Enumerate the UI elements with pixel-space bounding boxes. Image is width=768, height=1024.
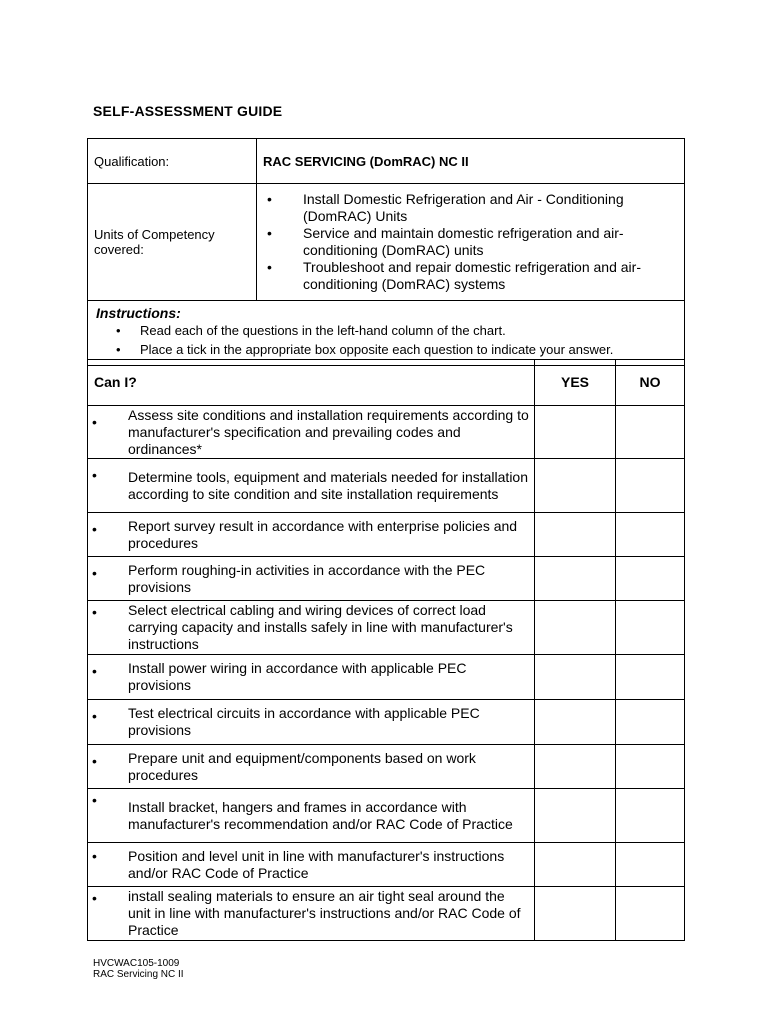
units-cell [257,184,685,301]
yes-checkbox[interactable] [535,745,616,789]
yes-checkbox[interactable] [535,843,616,887]
question-row [88,745,685,789]
bullet-icon: • [92,521,97,537]
question-row [88,459,685,513]
bullet-icon: • [267,191,272,207]
bullet-icon: • [267,259,272,275]
yes-checkbox[interactable] [535,789,616,843]
bullet-icon: • [92,792,97,808]
question-row [88,513,685,557]
yes-header: YES [535,360,616,406]
bullet-icon: • [92,663,97,679]
bullet-icon: • [92,848,97,864]
document-title: SELF-ASSESSMENT GUIDE [93,103,283,119]
no-checkbox[interactable] [616,557,685,601]
question-row [88,557,685,601]
instructions-row [88,301,685,366]
bullet-icon: • [92,753,97,769]
no-checkbox[interactable] [616,789,685,843]
yes-checkbox[interactable] [535,459,616,513]
assessment-table [87,359,685,941]
qualification-value: RAC SERVICING (DomRAC) NC II [257,139,685,184]
question-text: • Report survey result in accordance with enterprise policies and procedures [88,513,535,557]
yes-checkbox[interactable] [535,700,616,745]
bullet-icon: • [92,414,97,430]
page-footer [93,958,184,980]
unit-item: • Troubleshoot and repair domestic refrigeration and air-conditioning (DomRAC) systems [267,259,641,292]
bullet-icon: • [92,708,97,724]
document-subtitle: RAC Servicing NC II [93,969,184,980]
instructions-cell [88,301,685,366]
no-checkbox[interactable] [616,406,685,459]
assessment-header-row [88,360,685,406]
question-row [88,655,685,700]
question-text: • Test electrical circuits in accordance with applicable PEC provisions [88,700,535,745]
no-checkbox[interactable] [616,887,685,941]
question-row [88,789,685,843]
no-checkbox[interactable] [616,513,685,557]
bullet-icon: • [116,342,121,357]
question-text: • Assess site conditions and installation requirements according to manufacturer's specification and prevailing codes and ordinances* [88,406,535,459]
question-text: • install sealing materials to ensure an air tight seal around the unit in line with manufacturer's instructions and/or RAC Code of Practice [88,887,535,941]
can-i-header: Can I? [88,360,535,406]
bullet-icon: • [116,323,121,338]
units-label: Units of Competency covered: [88,184,257,301]
yes-checkbox[interactable] [535,601,616,655]
units-list [263,191,678,293]
question-text: • Install bracket, hangers and frames in accordance with manufacturer's recommendation and/or RAC Code of Practice [88,789,535,843]
yes-checkbox[interactable] [535,406,616,459]
yes-checkbox[interactable] [535,655,616,700]
bullet-icon: • [92,604,97,620]
no-checkbox[interactable] [616,745,685,789]
no-header: NO [616,360,685,406]
units-row [88,184,685,301]
bullet-icon: • [92,890,97,906]
bullet-icon: • [92,467,97,483]
instruction-item: • Read each of the questions in the left-hand column of the chart. [116,323,506,338]
bullet-icon: • [92,565,97,581]
question-text: • Position and level unit in line with manufacturer's instructions and/or RAC Code of Practice [88,843,535,887]
question-row [88,843,685,887]
question-text: • Determine tools, equipment and materials needed for installation according to site condition and site installation requirements [88,459,535,513]
question-text: • Perform roughing-in activities in accordance with the PEC provisions [88,557,535,601]
question-text: • Select electrical cabling and wiring devices of correct load carrying capacity and installs safely in line with manufacturer's instructions [88,601,535,655]
qualification-table [87,138,685,366]
yes-checkbox[interactable] [535,513,616,557]
no-checkbox[interactable] [616,700,685,745]
yes-checkbox[interactable] [535,887,616,941]
question-row [88,887,685,941]
qualification-label: Qualification: [88,139,257,184]
instruction-item: • Place a tick in the appropriate box opposite each question to indicate your answer. [116,342,614,357]
question-text: • Prepare unit and equipment/components based on work procedures [88,745,535,789]
instructions-heading: Instructions: [96,305,181,321]
question-text: • Install power wiring in accordance with applicable PEC provisions [88,655,535,700]
no-checkbox[interactable] [616,459,685,513]
unit-item: • Service and maintain domestic refrigeration and air-conditioning (DomRAC) units [267,225,624,258]
yes-checkbox[interactable] [535,557,616,601]
qualification-row [88,139,685,184]
question-row [88,700,685,745]
question-row [88,601,685,655]
bullet-icon: • [267,225,272,241]
unit-item: • Install Domestic Refrigeration and Air - Conditioning (DomRAC) Units [267,191,624,224]
question-row [88,406,685,459]
no-checkbox[interactable] [616,843,685,887]
no-checkbox[interactable] [616,655,685,700]
document-code: HVCWAC105-1009 [93,958,180,969]
instructions-list [94,321,678,359]
no-checkbox[interactable] [616,601,685,655]
